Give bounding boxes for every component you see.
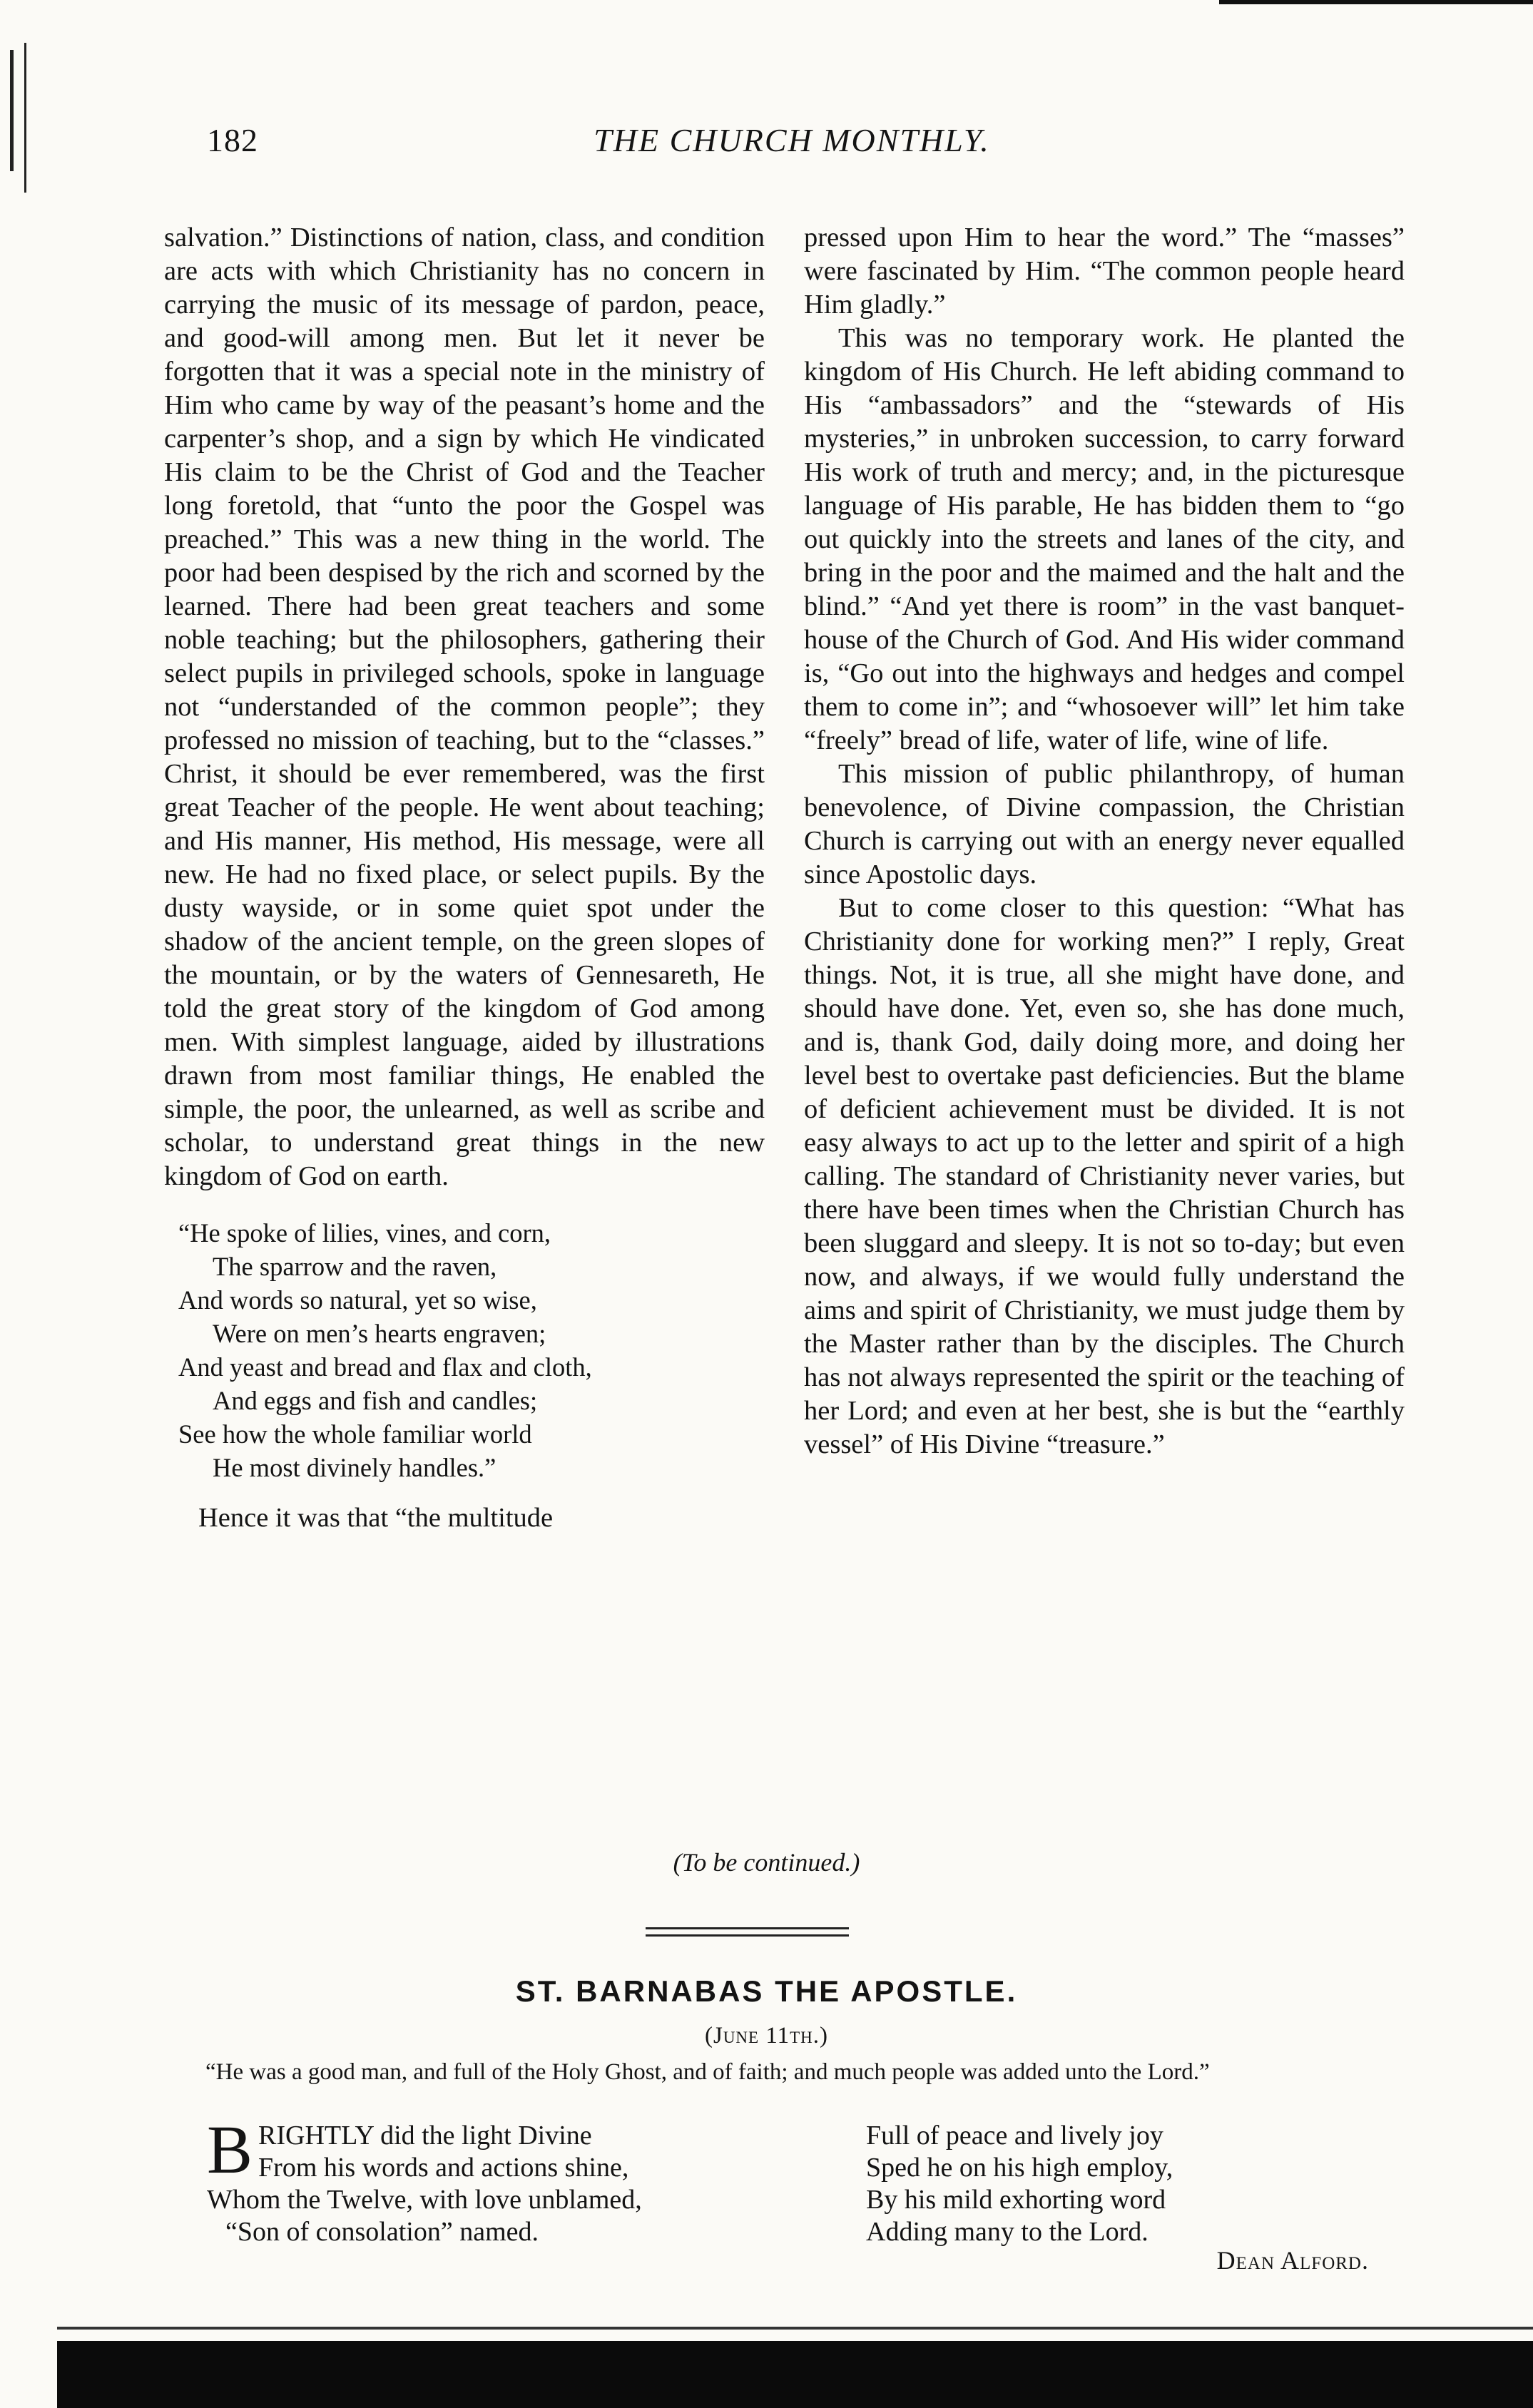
epigraph-quote: “He was a good man, and full of the Holy Ghost, and of faith; and much people was added unto the Lord.”: [205, 2059, 1210, 2085]
poem-line: And yeast and bread and flax and cloth,: [178, 1352, 592, 1382]
footer-bar: [57, 2341, 1533, 2408]
hymn-line: Sped he on his high employ,: [866, 2153, 1173, 2183]
drop-cap: B: [207, 2111, 253, 2188]
hymn-line: “Son of consolation” named.: [225, 2217, 539, 2247]
poem-line: See how the whole familiar world: [178, 1419, 532, 1449]
footer-rule: [57, 2327, 1533, 2330]
hymn-line: From his words and actions shine,: [258, 2153, 629, 2183]
poem-line: And eggs and fish and candles;: [213, 1386, 538, 1415]
hymn-line: Whom the Twelve, with love unblamed,: [207, 2185, 642, 2215]
hymn-stanza-right: [866, 2120, 1365, 2248]
left-column: [164, 221, 765, 1535]
hymn-author: Dean Alford.: [1216, 2246, 1369, 2275]
hymn-line: RIGHTLY did the light Divine: [258, 2121, 592, 2151]
body-paragraph: pressed upon Him to hear the word.” The “masses” were fascinated by Him. “The common people heard Him gladly.”: [804, 223, 1405, 320]
section-title: ST. BARNABAS THE APOSTLE.: [515, 1974, 1018, 2008]
section-divider: [646, 1927, 849, 1929]
body-paragraph: Hence it was that “the multitude: [198, 1503, 554, 1533]
binding-edge-mark: [24, 43, 26, 193]
poem-line: And words so natural, yet so wise,: [178, 1285, 537, 1315]
page-header: [207, 121, 1377, 178]
hymn-line: Full of peace and lively joy: [866, 2121, 1163, 2151]
quoted-poem: [178, 1216, 765, 1484]
poem-line: Were on men’s hearts engraven;: [213, 1319, 546, 1348]
section-date: (June 11th.): [704, 2023, 829, 2049]
poem-line: He most divinely handles.”: [213, 1453, 496, 1482]
body-paragraph: This was no temporary work. He planted the kingdom of His Church. He left abiding command to His “ambassadors” and the “stewards of His mysteries,” in unbroken succession, to carry forward His work of truth and mercy; and, in the picturesque language of His parable, He has bidden them to “go out quickly into the streets and lanes of the city, and bring in the poor and the maimed and the halt and the blind.” “And yet there is room” in the vast banquet-house of the Church of God. And His wider command is, “Go out into the highways and hedges and compel them to come in”; and “whosoever will” let him take “freely” bread of life, water of life, wine of life.: [804, 323, 1405, 755]
body-paragraph: salvation.” Distinctions of nation, class, and condition are acts with which Christianity has no concern in carrying the music of its message of pardon, peace, and good-will among men. But let it never be forgotten that it was a special note in the ministry of Him who came by way of the peasant’s home and the carpenter’s shop, and a sign by which He vindicated His claim to be the Christ of God and the Teacher long foretold, that “unto the poor the Gospel was preached.” This was a new thing in the world. The poor had been despised by the rich and scorned by the learned. There had been great teachers and some noble teaching; but the philosophers, gathering their select pupils in privileged schools, spoke in language not “understanded of the common people”; they professed no mission of teaching, but to the “classes.” Christ, it should be ever remembered, was the first great Teacher of the people. He went about teaching; and His manner, His method, His message, were all new. He had no fixed place, or select pupils. By the dusty wayside, or in some quiet spot under the shadow of the ancient temple, on the green slopes of the mountain, or by the waters of Gennesareth, He told the great story of the kingdom of God among men. With simplest language, aided by illustrations drawn from most familiar things, He enabled the simple, the poor, the unlearned, as well as scribe and scholar, to understand great things in the new kingdom of God on earth.: [164, 223, 765, 1191]
to-be-continued: (To be continued.): [673, 1848, 860, 1877]
right-column: [804, 221, 1405, 1461]
section-divider: [646, 1934, 849, 1937]
page-number: 182: [207, 122, 258, 158]
poem-line: “He spoke of lilies, vines, and corn,: [178, 1218, 551, 1248]
binding-edge-mark: [10, 50, 14, 171]
body-paragraph: But to come closer to this question: “What has Christianity done for working men?” I reply, Great things. Not, it is true, all she might have done, and should have done. Yet, even so, she has done much, and is, thank God, daily doing more, and doing her level best to overtake past deficiencies. But the blame of deficient achievement must be divided. It is not easy always to act up to the letter and spirit of a high calling. The standard of Christianity never varies, but there have been times when the Christian Church has been sluggard and sleepy. It is not so to-day; but even now, and always, if we would fully understand the aims and spirit of Christianity, we must judge them by the Master rather than by the disciples. The Church has not always represented the spirit or the teaching of her Lord; and even at her best, she is but the “earthly vessel” of His Divine “treasure.”: [804, 893, 1405, 1459]
hymn-line: By his mild exhorting word: [866, 2185, 1166, 2215]
scan-edge-mark: [1219, 0, 1533, 4]
running-head: THE CHURCH MONTHLY.: [594, 122, 990, 158]
hymn-stanza-left: [207, 2111, 778, 2248]
body-paragraph: This mission of public philanthropy, of human benevolence, of Divine compassion, the Christian Church is carrying out with an energy never equalled since Apostolic days.: [804, 759, 1405, 889]
hymn-line: Adding many to the Lord.: [866, 2217, 1149, 2247]
poem-line: The sparrow and the raven,: [213, 1252, 497, 1281]
